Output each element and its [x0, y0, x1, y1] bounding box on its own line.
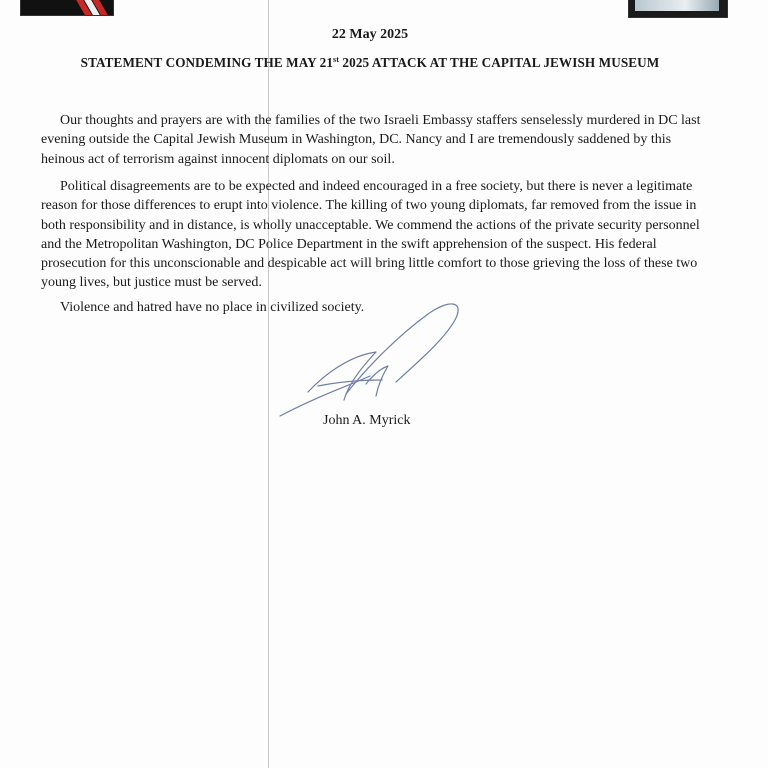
title-superscript: st	[333, 55, 340, 64]
signature-image	[278, 296, 468, 420]
statement-title	[0, 55, 740, 71]
signer-name: John A. Myrick	[323, 413, 411, 428]
paragraph-2: Political disagreements are to be expected and indeed encouraged in a free society, but there is never a legitimate reason for those differences to erupt into violence. The killing of two young diplomats, far removed from the issue in both responsibility and in distance, is wholly unacceptable. We commend the actions of the private security personnel and the Metropolitan Washington, DC Police Department in the swift apprehension of the suspect. His federal prosecution for this unconscionable and despicable act will bring little comfort to those grieving the loss of these two young lives, but justice must be served.	[41, 179, 700, 291]
title-part-1: STATEMENT CONDEMING THE MAY 21	[80, 55, 334, 70]
paragraph-3: Violence and hatred have no place in civilized society.	[60, 300, 365, 315]
paragraph-1: Our thoughts and prayers are with the families of the two Israeli Embassy staffers senselessly murdered in DC last evening outside the Capital Jewish Museum in Washington, DC. Nancy and I are tremendously saddened by this heinous act of terrorism against innocent diplomats on our soil.	[41, 113, 701, 167]
flag-seal-icon	[20, 0, 114, 16]
photo-seal-icon	[628, 0, 728, 18]
title-part-2: 2025 ATTACK AT THE CAPITAL JEWISH MUSEUM	[339, 55, 660, 70]
letter-date: 22 May 2025	[331, 27, 409, 42]
